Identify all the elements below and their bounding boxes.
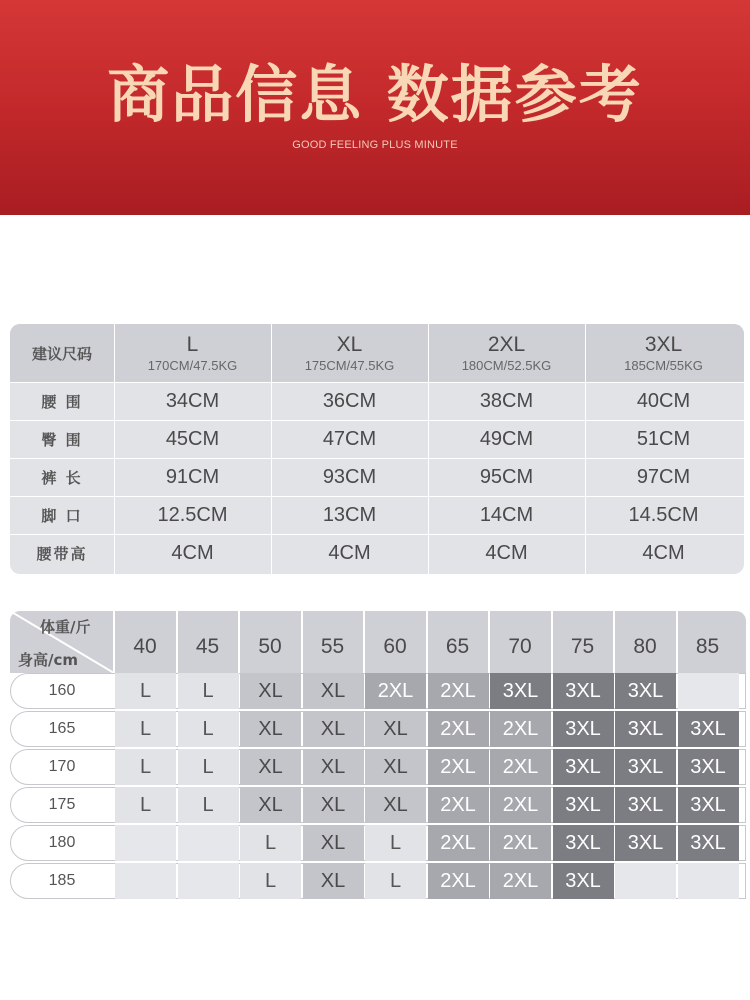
recommended-size-cell: L [178,711,239,747]
recommended-size-cell: L [365,825,426,861]
measurement-label: 臀 围 [41,430,83,449]
banner-subtitle: GOOD FEELING PLUS MINUTE [292,139,458,151]
recommended-size-cell [678,673,739,709]
column-divider [676,611,678,673]
recommended-size-cell: 3XL [678,749,739,785]
column-divider [488,611,490,673]
recommended-size-cell [178,863,239,899]
recommended-size-cell: L [365,863,426,899]
recommended-size-cell: XL [365,711,426,747]
column-divider [551,611,553,673]
recommended-size-cell: XL [365,787,426,823]
size-body-spec: 170CM/47.5KG [147,358,238,373]
size-label: 3XL [644,333,683,356]
recommended-size-cell: XL [303,711,364,747]
measurement-value: 34CM [165,389,220,412]
recommended-size-cell [115,825,176,861]
recommended-size-cell: 2XL [490,711,551,747]
measurement-value: 95CM [479,465,534,488]
header-banner [0,0,750,215]
recommended-size-cell: L [115,749,176,785]
size-label: XL [336,333,363,356]
measurement-value: 45CM [165,427,220,450]
recommended-size-cell: L [178,673,239,709]
column-divider [363,611,365,673]
recommended-size-cell: L [178,787,239,823]
measurement-value: 14.5CM [628,503,699,526]
weight-height-table [10,611,746,909]
measurement-value: 4CM [642,541,685,564]
weight-column-header: 55 [320,635,345,658]
measurement-value: 49CM [479,427,534,450]
recommended-size-cell: 2XL [428,711,489,747]
recommended-size-cell: 2XL [490,787,551,823]
size-label: 2XL [487,333,526,356]
recommended-size-cell: XL [303,825,364,861]
recommended-size-cell: 3XL [678,787,739,823]
size-body-spec: 180CM/52.5KG [461,358,552,373]
measurement-value: 13CM [322,503,377,526]
weight-column-header: 80 [633,635,657,658]
weight-column-header: 45 [195,635,220,658]
recommended-size-cell: 3XL [678,825,739,861]
measurement-label: 腰带高 [36,544,88,563]
recommended-size-cell: XL [303,863,364,899]
weight-column-header: 50 [258,635,282,658]
size-table-corner-label: 建议尺码 [31,344,92,363]
column-divider [426,611,428,673]
recommended-size-cell: 2XL [490,825,551,861]
recommended-size-cell: XL [240,787,301,823]
recommended-size-cell: 2XL [365,673,426,709]
recommended-size-cell: XL [240,711,301,747]
recommended-size-cell: L [115,673,176,709]
recommended-size-cell [115,863,176,899]
recommended-size-cell: XL [365,749,426,785]
recommended-size-cell [178,825,239,861]
recommended-size-cell: 2XL [428,825,489,861]
recommended-size-cell: 2XL [490,863,551,899]
measurement-value: 4CM [485,541,528,564]
measurement-value: 36CM [322,389,377,412]
recommended-size-cell: L [115,787,176,823]
recommended-size-cell: 3XL [615,749,676,785]
banner-title: 商品信息 数据参考 [107,58,643,131]
measurement-label: 脚 口 [41,506,83,525]
size-column-header [114,324,271,382]
recommended-size-cell: 3XL [490,673,551,709]
recommended-size-cell [615,863,676,899]
measurement-value: 12.5CM [157,503,228,526]
recommended-size-cell: 2XL [428,749,489,785]
column-divider [113,611,115,673]
size-column-header [428,324,585,382]
recommended-size-cell: L [240,863,301,899]
weight-column-header: 40 [133,635,157,658]
height-row-label: 170 [48,758,76,775]
height-row-label: 160 [48,682,76,699]
measurement-value: 38CM [479,389,534,412]
recommended-size-cell: XL [303,749,364,785]
measurement-value: 14CM [479,503,534,526]
measurement-value: 93CM [322,465,377,488]
size-column-header [585,324,742,382]
height-row-label: 185 [48,872,76,889]
recommended-size-cell: 2XL [490,749,551,785]
weight-column-header: 85 [695,635,720,658]
recommended-size-cell: 3XL [553,825,614,861]
recommended-size-cell: L [115,711,176,747]
recommended-size-cell: L [178,749,239,785]
size-column-header [271,324,428,382]
height-row-label: 175 [48,796,76,813]
size-body-spec: 175CM/47.5KG [304,358,395,373]
recommended-size-cell: 3XL [553,863,614,899]
recommended-size-cell: 3XL [553,787,614,823]
measurement-value: 91CM [165,465,220,488]
recommended-size-cell: XL [240,749,301,785]
recommended-size-cell: 2XL [428,673,489,709]
column-divider [301,611,303,673]
column-divider [613,611,615,673]
recommended-size-cell: XL [303,673,364,709]
column-divider [238,611,240,673]
measurement-label: 裤 长 [41,468,83,487]
recommended-size-cell: 3XL [553,673,614,709]
recommended-size-cell [678,863,739,899]
measurement-value: 4CM [171,541,214,564]
weight-axis-label: 体重/斤 [40,618,91,636]
recommended-size-cell: XL [303,787,364,823]
recommended-size-cell: 3XL [615,787,676,823]
weight-column-header: 60 [383,635,407,658]
measurement-value: 97CM [636,465,691,488]
recommended-size-cell: 3XL [615,673,676,709]
measurement-value: 4CM [328,541,371,564]
recommended-size-cell: 2XL [428,787,489,823]
size-table [10,324,744,574]
recommended-size-cell: 2XL [428,863,489,899]
measurement-value: 51CM [636,427,691,450]
recommended-size-cell: 3XL [678,711,739,747]
height-row-label: 180 [48,834,76,851]
measurement-value: 47CM [322,427,377,450]
size-label: L [186,333,199,356]
weight-column-header: 75 [570,635,595,658]
recommended-size-cell: 3XL [553,711,614,747]
weight-column-header: 65 [445,635,470,658]
recommended-size-cell: 3XL [553,749,614,785]
measurement-label: 腰 围 [41,392,83,411]
recommended-size-cell: L [240,825,301,861]
recommended-size-cell: 3XL [615,711,676,747]
height-axis-label: 身高/cm [18,651,79,669]
recommended-size-cell: XL [240,673,301,709]
measurement-value: 40CM [636,389,691,412]
height-row-label: 165 [48,720,76,737]
column-divider [176,611,178,673]
recommended-size-cell: 3XL [615,825,676,861]
weight-column-header: 70 [508,635,532,658]
size-body-spec: 185CM/55KG [624,358,703,373]
